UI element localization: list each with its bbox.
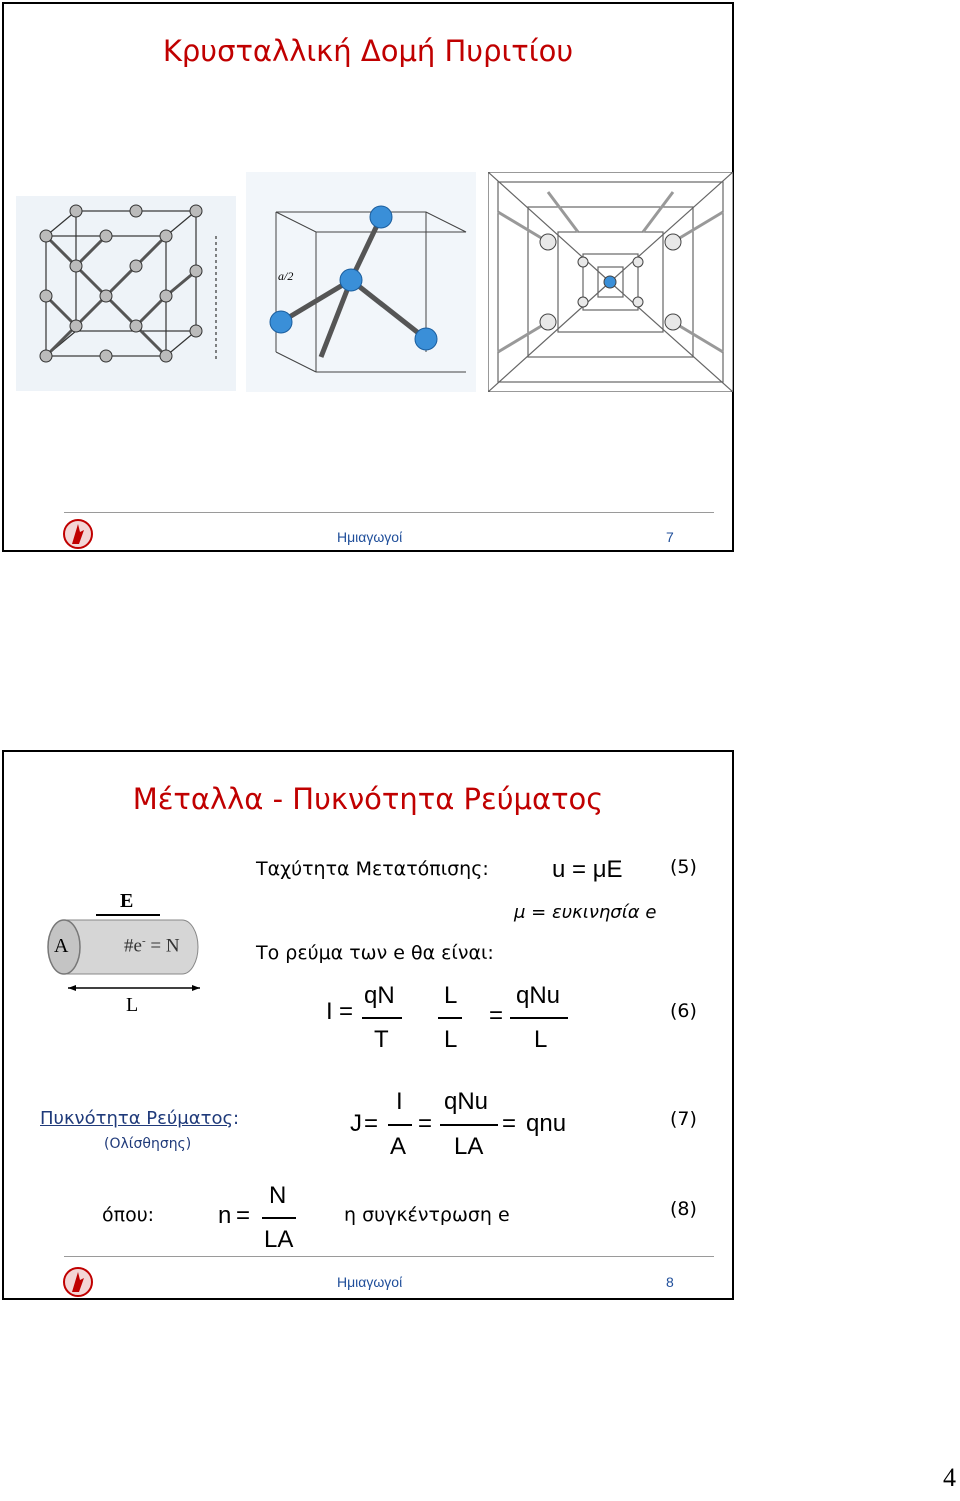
equation-6-number: (6): [670, 1000, 697, 1022]
eq7-fraction2-numerator: qNu: [444, 1088, 489, 1115]
electron-count-label: #e- = N: [124, 935, 180, 957]
slide-crystal-structure: [2, 2, 734, 552]
eq6-fraction3-numerator: qNu: [516, 982, 561, 1009]
eq7-fraction1-numerator: I: [396, 1088, 403, 1115]
page-number: 4: [943, 1463, 956, 1492]
eq7-fraction2-denominator: LA: [454, 1133, 484, 1160]
footer-text: Ημιαγωγοί: [337, 1274, 403, 1290]
slide-title: Μέταλλα - Πυκνότητα Ρεύματος: [132, 782, 604, 816]
mobility-note: μ = ευκινησία e: [514, 902, 657, 923]
half-lattice-label: a/2: [278, 269, 294, 283]
equation-7-number: (7): [670, 1108, 697, 1130]
equals-sign: =: [364, 1110, 379, 1137]
eq6-fraction2-numerator: L: [444, 982, 458, 1009]
fraction-bar: [388, 1124, 412, 1126]
footer-divider: [64, 512, 714, 513]
tetrahedral-bond-figure: [246, 172, 476, 392]
length-label: L: [126, 994, 139, 1016]
current-label: Το ρεύμα των e θα είναι:: [256, 942, 494, 964]
equation-5: u = μE: [552, 856, 623, 883]
equals-sign: =: [339, 998, 354, 1025]
slide-title: Κρυσταλλική Δομή Πυριτίου: [162, 34, 574, 68]
equation-8-number: (8): [670, 1198, 697, 1220]
fraction-bar: [262, 1217, 296, 1219]
eq6-lhs: I: [326, 998, 333, 1025]
eq6-fraction1-numerator: qN: [364, 982, 395, 1009]
where-label: όπου:: [102, 1204, 155, 1226]
lattice-tunnel-view-figure: [488, 172, 733, 392]
university-logo-icon: [62, 518, 94, 550]
fraction-bar: [362, 1017, 402, 1019]
field-label: E: [120, 890, 134, 912]
equation-5-number: (5): [670, 856, 697, 878]
eq7-lhs: J: [350, 1110, 362, 1137]
eq7-rhs: qnu: [526, 1110, 567, 1137]
fraction-bar: [438, 1017, 462, 1019]
eq6-fraction1-denominator: T: [374, 1026, 389, 1053]
drift-subtitle: (Ολίσθησης): [104, 1136, 192, 1152]
fraction-bar: [440, 1124, 498, 1126]
concentration-description: η συγκέντρωση e: [344, 1204, 510, 1226]
area-label: A: [54, 935, 69, 957]
equals-sign: =: [418, 1110, 433, 1137]
current-density-label: Πυκνότητα Ρεύματος:: [40, 1108, 240, 1129]
eq7-fraction1-denominator: A: [390, 1133, 407, 1160]
fraction-bar: [510, 1017, 568, 1019]
footer-divider: [64, 1256, 714, 1257]
equals-sign: =: [236, 1202, 251, 1229]
diamond-lattice-figure: [16, 196, 236, 391]
eq6-fraction2-denominator: L: [444, 1026, 458, 1053]
eq8-numerator: N: [269, 1182, 287, 1209]
footer-text: Ημιαγωγοί: [337, 529, 403, 545]
eq8-denominator: LA: [264, 1226, 294, 1253]
equals-sign: =: [489, 1002, 504, 1029]
eq6-fraction3-denominator: L: [534, 1026, 548, 1053]
slide-number: 7: [666, 529, 674, 545]
equals-sign: =: [502, 1110, 517, 1137]
wire-diagram: [32, 890, 212, 1016]
university-logo-icon: [62, 1266, 94, 1298]
slide-current-density: [2, 750, 734, 1300]
eq8-lhs: n: [218, 1202, 232, 1229]
drift-velocity-label: Ταχύτητα Μετατόπισης:: [256, 858, 489, 880]
slide-number: 8: [666, 1274, 674, 1290]
